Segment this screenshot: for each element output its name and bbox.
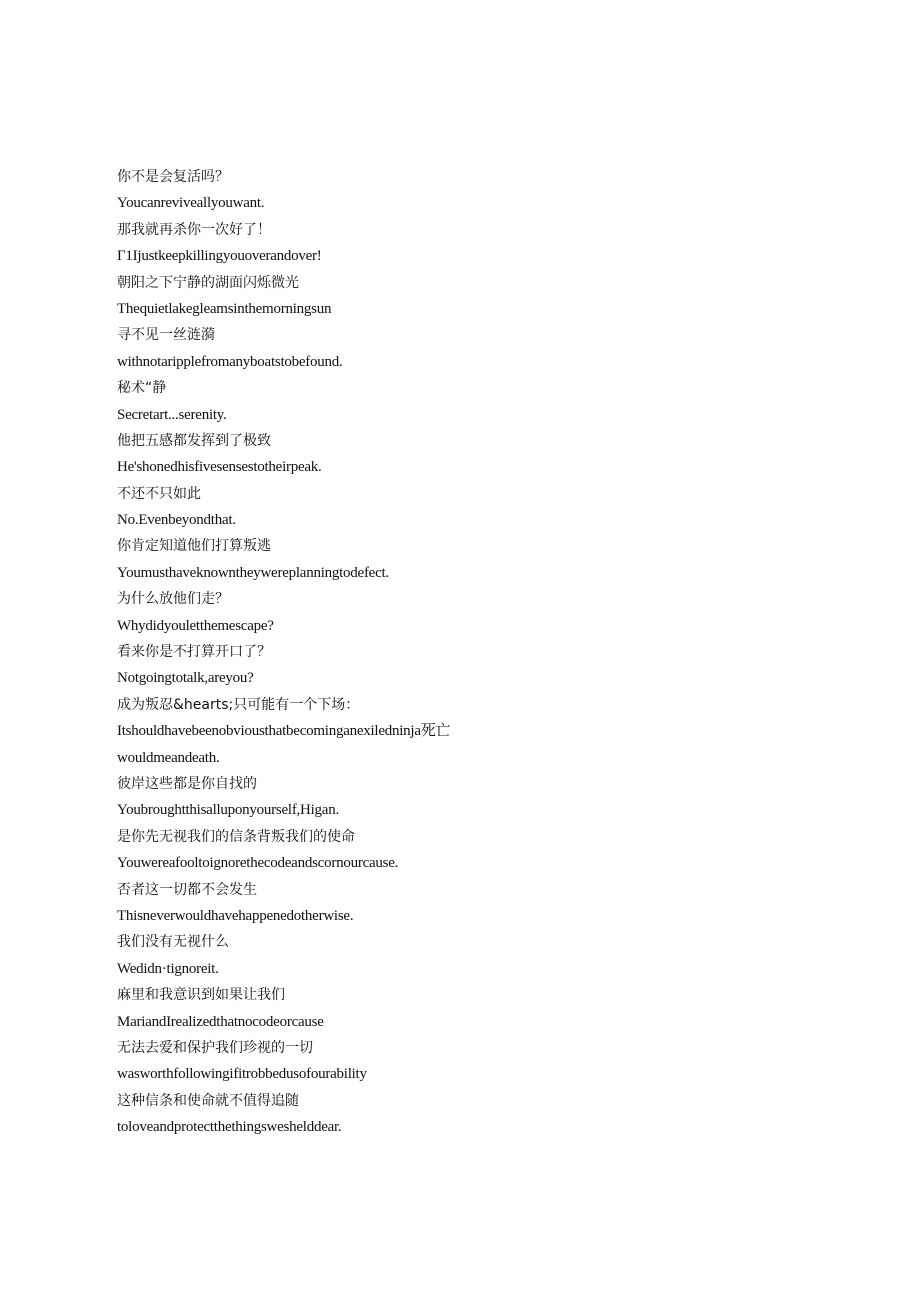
subtitle-line-zh: 寻不见一丝涟漪 <box>117 327 215 344</box>
subtitle-line-en: He'shonedhisfivesensestotheirpeak. <box>117 459 322 476</box>
subtitle-line-zh: 这种信条和使命就不值得追随 <box>117 1092 299 1109</box>
subtitle-line-en: toloveandprotectthethingsweshelddear. <box>117 1119 342 1136</box>
subtitle-line-zh: 不还不只如此 <box>117 485 201 502</box>
subtitle-line-zh: 秘术“静 <box>117 380 167 397</box>
subtitle-line-zh: 他把五感都发挥到了极致 <box>117 432 271 449</box>
subtitle-line-zh: 看来你是不打算开口了？ <box>117 644 271 661</box>
subtitle-line-zh: 无法去爱和保护我们珍视的一切 <box>117 1039 313 1056</box>
subtitle-line-en: wouldmeandeath. <box>117 749 220 766</box>
subtitle-line-zh: 为什么放他们走？ <box>117 591 229 608</box>
subtitle-line-zh: 那我就再杀你一次好了！ <box>117 221 271 238</box>
subtitle-line-en: Youcanreviveallyouwant. <box>117 195 265 212</box>
subtitle-line-zh: 是你先无视我们的信条背叛我们的使命 <box>117 828 355 845</box>
subtitle-line-en: Γ1Ijustkeepkillingyouoverandover! <box>117 248 322 265</box>
subtitle-text-block <box>117 164 877 1140</box>
subtitle-line-en: No.Evenbeyondthat. <box>117 512 236 529</box>
subtitle-line-en: Youmusthaveknowntheywereplanningtodefect. <box>117 564 389 581</box>
subtitle-line-zh: 你不是会复活吗？ <box>117 169 229 185</box>
subtitle-line-zh: 朝阳之下宁静的湖面闪烁微光 <box>117 274 299 291</box>
subtitle-line-en: Whydidyouletthemescape? <box>117 617 274 634</box>
subtitle-line-zh: 你肯定知道他们打算叛逃 <box>117 538 271 555</box>
subtitle-line-en: Secretart...serenity. <box>117 406 227 423</box>
subtitle-line-zh: 麻里和我意识到如果让我们 <box>117 987 285 1004</box>
subtitle-line-en: Thisneverwouldhavehappenedotherwise. <box>117 907 354 924</box>
subtitle-line-en: Wedidn·tignoreit. <box>117 960 219 977</box>
subtitle-line-en: Thequietlakegleamsinthemorningsun <box>117 300 332 317</box>
subtitle-line-en: wasworthfollowingifitrobbedusofourability <box>117 1066 367 1083</box>
subtitle-line-zh: 彼岸这些都是你自找的 <box>117 775 257 792</box>
subtitle-line-en: Notgoingtotalk,areyou? <box>117 670 254 687</box>
subtitle-line-zh: 成为叛忍&hearts;只可能有一个下场： <box>117 696 360 713</box>
subtitle-line-en: MariandIrealizedthatnocodeorcause <box>117 1013 324 1030</box>
subtitle-line-en: Youwereafooltoignorethecodeandscornourcause. <box>117 855 399 872</box>
subtitle-line-en: Youbroughtthisalluponyourself,Higan. <box>117 802 339 819</box>
subtitle-line-en: withnotaripplefromanyboatstobefound. <box>117 353 343 370</box>
subtitle-line-zh: 否者这一切都不会发生 <box>117 881 257 898</box>
subtitle-line-en: Itshouldhavebeenobviousthatbecominganexiledninja死亡 <box>117 723 451 740</box>
subtitle-line-zh: 我们没有无视什么 <box>117 934 229 951</box>
